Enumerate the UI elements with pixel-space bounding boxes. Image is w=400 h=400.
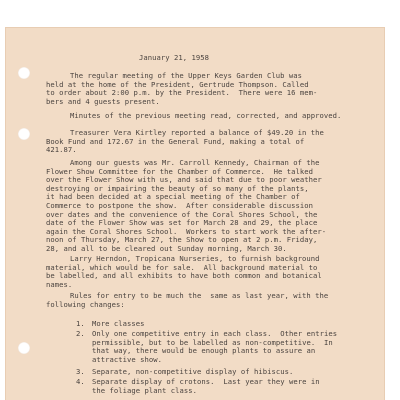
paragraph-4-line: it had been decided at a special meeting of the Chamber of [46, 192, 300, 202]
paragraph-4-line: over the Flower Show with us, and said that due to poor weather [46, 175, 322, 185]
list-item-number: 1. [76, 319, 85, 328]
list-item-line: attractive show. [92, 354, 163, 364]
binder-hole-middle [18, 128, 30, 140]
list-item-line: the foliage plant class. [92, 385, 198, 395]
paragraph-1-line: The regular meeting of the Upper Keys Garden Club was [70, 71, 302, 80]
document-date: January 21, 1958 [139, 53, 210, 62]
list-item-line: that way, there would be enough plants to assure an [92, 346, 316, 356]
list-item-number: 4. [76, 377, 85, 386]
list-item-line: Only one competitive entry in each class. Other entries [92, 329, 338, 338]
list-item-number: 2. [76, 329, 85, 338]
paragraph-4-line: Flower Show Committee for the Chamber of Commerce. He talked [46, 166, 314, 176]
list-item-line: More classes [92, 319, 145, 328]
list-item-line: Separate display of crotons. Last year they were in [92, 377, 320, 386]
paragraph-4-line: Commerce to postpone the show. After considerable discussion [46, 201, 314, 210]
paragraph-4-line: destroying or impairing the beauty of so many of the plants, [46, 183, 309, 193]
paragraph-2-line: Minutes of the previous meeting read, corrected, and approved. [70, 111, 342, 120]
paragraph-4-line: Among our guests was Mr. Carroll Kennedy, Chairman of the [70, 158, 320, 167]
paragraph-3-line: Treasurer Vera Kirtley reported a balance of $49.20 in the [70, 128, 324, 137]
paragraph-6-line: following changes: [46, 299, 125, 309]
paragraph-1-line: held at the home of the President, Gertrude Thompson. Called [46, 79, 309, 89]
list-item-line: Separate, non-competitive display of hibiscus. [92, 367, 294, 376]
paragraph-4-line: over dates and the convenience of the Coral Shores School, the [46, 209, 318, 219]
paragraph-5-line: Larry Herndon, Tropicana Nurseries, to furnish background [70, 254, 320, 263]
paragraph-3-line: 421.87. [46, 145, 77, 155]
paragraph-6-line: Rules for entry to be much the same as last year, with the [70, 291, 329, 300]
paragraph-4-line: again the Coral Shores School. Workers to start work the after- [46, 226, 327, 236]
paragraph-4-line: 28, and all to be cleared out Sunday morning, March 30. [46, 244, 287, 253]
paragraph-1-line: bers and 4 guests present. [46, 96, 160, 106]
paragraph-4-line: date of the Flower Show was set for March 28 and 29, the place [46, 218, 318, 228]
paragraph-5-line: names. [46, 279, 73, 289]
list-item-number: 3. [76, 367, 85, 376]
paragraph-3-line: Book Fund and 172.67 in the General Fund, making a total of [46, 136, 305, 146]
paragraph-1-line: to order about 2:00 p.m. by the President. There were 16 mem- [46, 88, 318, 98]
binder-hole-top [18, 67, 30, 79]
paragraph-5-line: material, which would be for sale. All background material to [46, 262, 318, 272]
paragraph-5-line: be labelled, and all exhibits to have both common and botanical [46, 271, 322, 281]
paragraph-4-line: noon of Thursday, March 27, the Show to open at 2 p.m. Friday, [46, 235, 318, 245]
list-item-line: permissible, but to be labelled as non-competitive. In [92, 337, 333, 347]
binder-hole-bottom [18, 342, 30, 354]
